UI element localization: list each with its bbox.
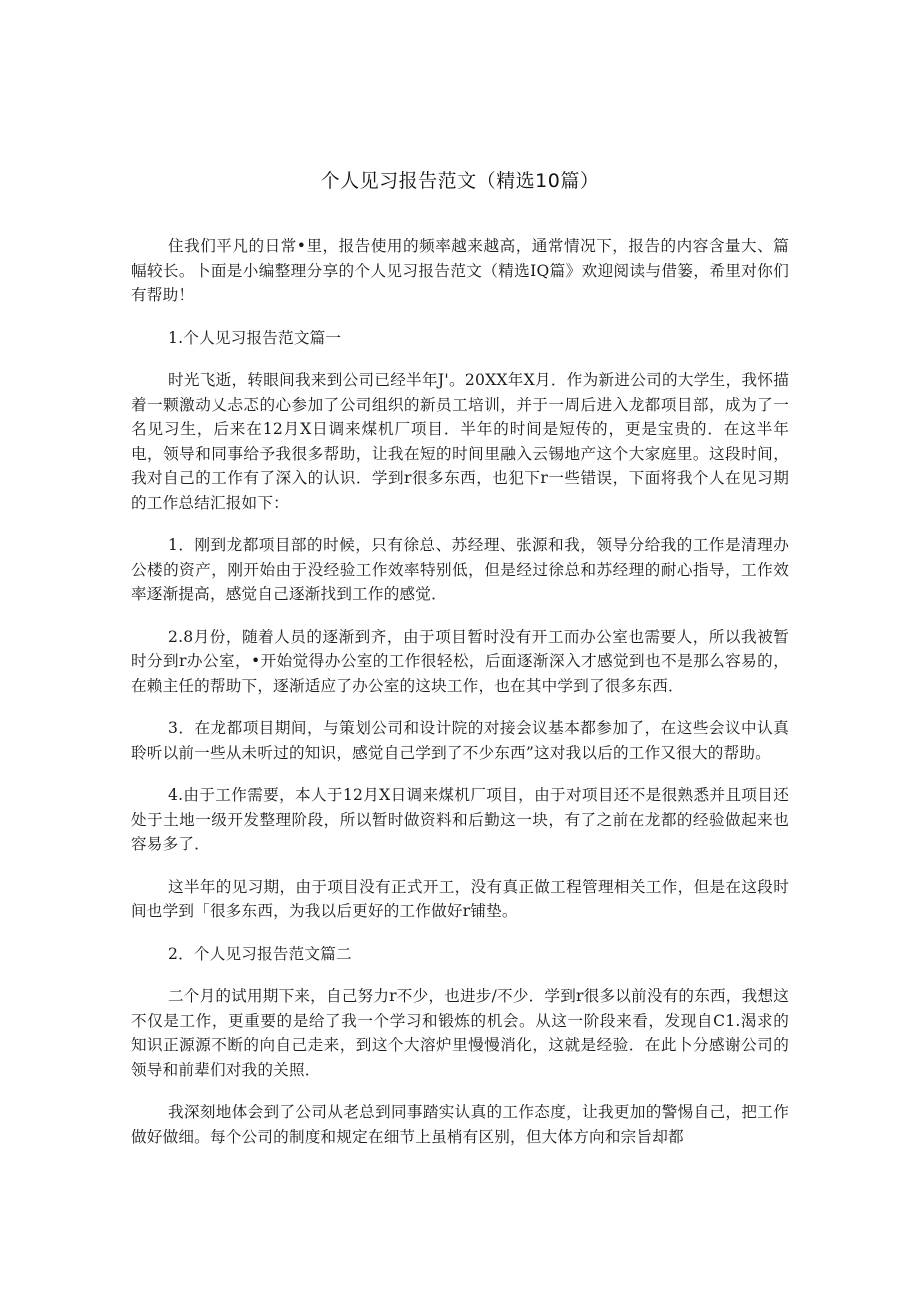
section-heading: 2．个人见习报告范文篇二 [168,944,352,963]
body-paragraph: 1．刚到龙都项目部的时候，只有徐总、苏经理、张源和我，领导分给我的工作是清理办公楼的资产，刚开始由于没经验工作效率特别低，但是经过徐总和苏经理的耐心指导，工作效率逐渐提高，感觉自己逐渐找到工作的感觉． [131,536,789,603]
body-paragraph: 住我们平凡的日常•里，报告使用的频率越来越高，通常情况下，报告的内容含量大、篇幅较长。卜面是小编整理分享的个人见习报告范文（精选IQ篇》欢迎阅读与借篓，希里对你们有帮助！ [131,237,789,304]
section-heading: 1.个人见习报告范文篇一 [168,328,342,347]
body-paragraph: 4.由于工作需要，本人于12月X日调来煤机厂项目，由于对项目还不是很熟悉并且项目还处于土地一级开发整理阶段，所以暂时做资料和后勤这一块，有了之前在龙都的经验做起来也容易多了． [131,786,789,853]
body-paragraph: 3．在龙都项目期间，与策划公司和设计院的对接会议基本都参加了，在这些会议中认真聆听以前一些从未听过的知识，感觉自己学到了不少东西”这对我以后的工作又很大的帮助。 [131,719,789,762]
body-paragraph: 时光飞逝，转眼间我来到公司已经半年J'。20XX年X月．作为新进公司的大学生，我怀描着一颗激动乂忐忑的心参加了公司组织的新员工培训，并于一周后进入龙都项目部，成为了一名见习生，后来在12月X日调来煤机厂项目．半年的时间是短传的，更是宝贵的．在这半年电，领导和同事给予我很多帮助，让我在短的时间里融入云锡地产这个大家庭里。这段时间，我对自己的工作有了深入的认识．学到r很多东西，也犯下r一些错误，下面将我个人在见习期的工作总结汇报如下： [131,371,789,512]
body-paragraph: 2.8月份，随着人员的逐渐到齐，由于项目暂时没有开工而办公室也需要人，所以我被暂时分到r办公室，•开始觉得办公室的工作很轻松，后面逐渐深入才感觉到也不是那么容易的，在赖主任的帮助下，逐渐适应了办公室的这块工作，也在其中学到了很多东西． [131,627,789,695]
document-title: 个人见习报告范文（精选10篇） [320,170,600,192]
body-paragraph: 这半年的见习期，由于项目没有正式开工，没有真正做工程管理相关工作，但是在这段时间也学到「很多东西，为我以后更好的工作做好r铺垫。 [131,877,789,920]
document-body [131,234,789,1167]
body-paragraph: 二个月的试用期下来，自己努力r不少，也进步/不少．学到r很多以前没有的东西，我想这不仅是工作，更重要的是给了我一个学习和锻炼的机会。从这一阶段来看，发现自C1.渴求的知识正源源不断的向自己走来，到这个大溶炉里慢慢消化，这就是经验．在此卜分感谢公司的领导和前辈们对我的关照． [131,987,789,1079]
body-paragraph: 我深刻地体会到了公司从老总到同事踏实认真的工作态度，让我更加的警惕自己，把工作做好做细。每个公司的制度和规定在细节上虽梢有区别，但大体方向和宗旨却都 [131,1103,789,1146]
